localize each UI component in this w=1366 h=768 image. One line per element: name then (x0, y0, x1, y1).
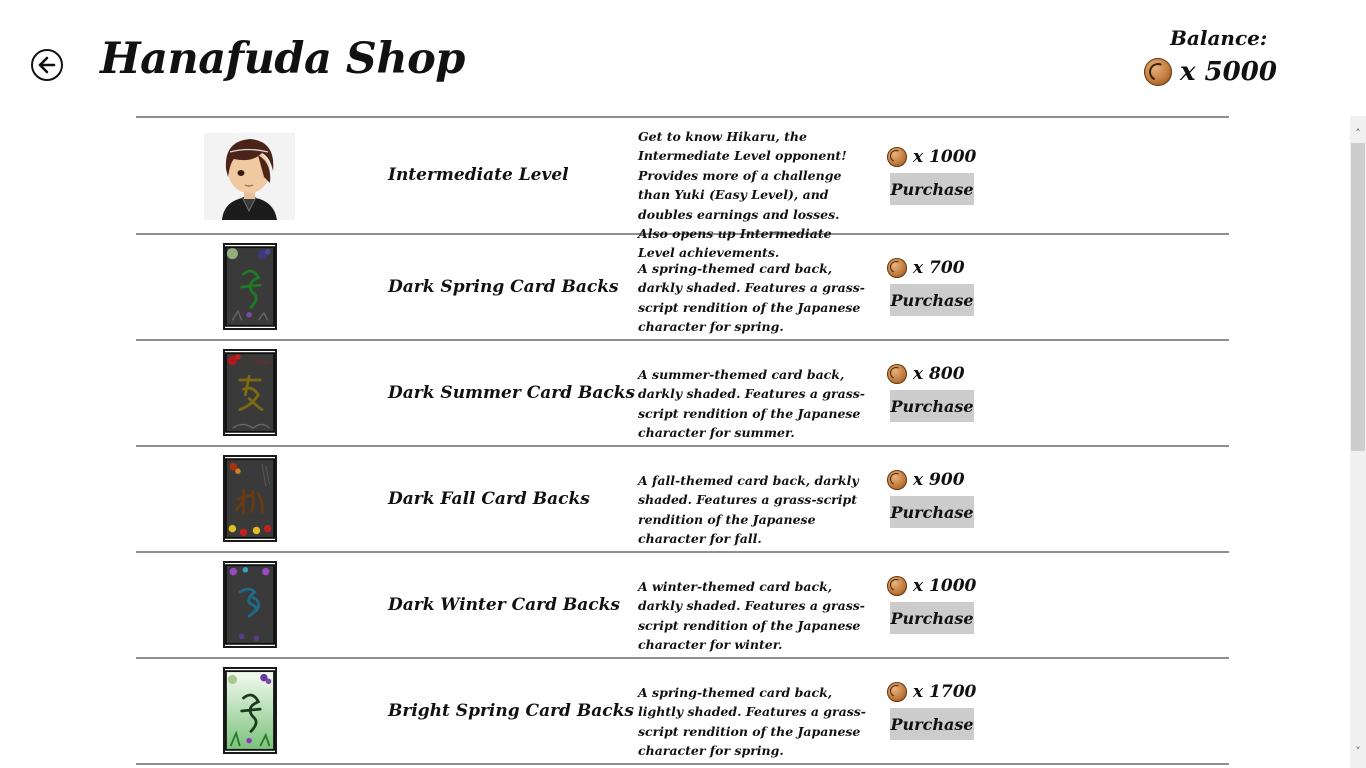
purchase-button[interactable]: Purchase (890, 602, 974, 634)
item-price (887, 576, 976, 596)
coin-icon (887, 147, 907, 167)
item-price (887, 470, 965, 490)
page-title: Hanafuda Shop (100, 34, 465, 84)
list-item (136, 447, 1229, 553)
item-name: Dark Fall Card Backs (388, 489, 590, 509)
purchase-button[interactable]: Purchase (890, 708, 974, 740)
purchase-button[interactable]: Purchase (890, 390, 974, 422)
item-description: A winter-themed card back, darkly shaded. Features a grass-script rendition of the Japanese character for winter. (638, 579, 865, 653)
item-price (887, 682, 976, 702)
price-value: x 1000 (913, 576, 977, 596)
item-name: Dark Spring Card Backs (388, 277, 619, 297)
scroll-down-arrow-icon[interactable]: ˅ (1355, 744, 1361, 758)
dark-spring-card-image (223, 243, 277, 334)
item-description: Get to know Hikaru, the Intermediate Level opponent! Provides more of a challenge than Yuki (Easy Level), and doubles earnings and losses. Also opens up Intermediate Level achievements. (638, 129, 847, 261)
list-item (136, 341, 1229, 447)
price-value: x 1000 (913, 147, 977, 167)
coin-icon (887, 364, 907, 384)
list-item (136, 235, 1229, 341)
coin-icon (887, 576, 907, 596)
balance-amount: x 5000 (1180, 57, 1277, 87)
back-button[interactable] (31, 49, 63, 81)
vertical-scrollbar[interactable] (1350, 116, 1366, 768)
shop-item-list (136, 116, 1229, 765)
item-price (887, 147, 976, 167)
purchase-button[interactable]: Purchase (890, 496, 974, 528)
price-value: x 900 (913, 470, 965, 490)
item-price (887, 364, 965, 384)
bright-spring-card-image (223, 667, 277, 758)
hikaru-avatar-image (204, 133, 295, 220)
list-item (136, 659, 1229, 765)
back-arrow-icon (38, 56, 56, 74)
item-name: Bright Spring Card Backs (388, 701, 634, 721)
coin-icon (887, 258, 907, 278)
purchase-button[interactable]: Purchase (890, 284, 974, 316)
coin-icon (887, 682, 907, 702)
item-description: A summer-themed card back, darkly shaded. Features a grass-script rendition of the Japanese character for summer. (638, 367, 865, 441)
item-description: A spring-themed card back, darkly shaded. Features a grass-script rendition of the Japanese character for spring. (638, 261, 865, 335)
item-name: Dark Winter Card Backs (388, 595, 620, 615)
item-description: A spring-themed card back, lightly shaded. Features a grass-script rendition of the Japanese character for spring. (638, 685, 866, 759)
purchase-button[interactable]: Purchase (890, 173, 974, 205)
list-item (136, 553, 1229, 659)
item-name: Intermediate Level (388, 165, 569, 185)
scroll-thumb[interactable] (1351, 143, 1365, 451)
coin-icon (887, 470, 907, 490)
item-name: Dark Summer Card Backs (388, 383, 636, 403)
scroll-up-arrow-icon[interactable]: ˄ (1355, 126, 1361, 140)
item-description: A fall-themed card back, darkly shaded. Features a grass-script rendition of the Japanese character for fall. (638, 473, 859, 547)
price-value: x 700 (913, 258, 965, 278)
list-item (136, 118, 1229, 261)
coin-icon (1144, 58, 1172, 86)
balance-display (1144, 57, 1277, 87)
price-value: x 1700 (913, 682, 977, 702)
dark-fall-card-image (223, 455, 277, 546)
balance-label: Balance: (1170, 26, 1268, 50)
price-value: x 800 (913, 364, 965, 384)
dark-winter-card-image (223, 561, 277, 652)
dark-summer-card-image (223, 349, 277, 440)
item-price (887, 258, 965, 278)
